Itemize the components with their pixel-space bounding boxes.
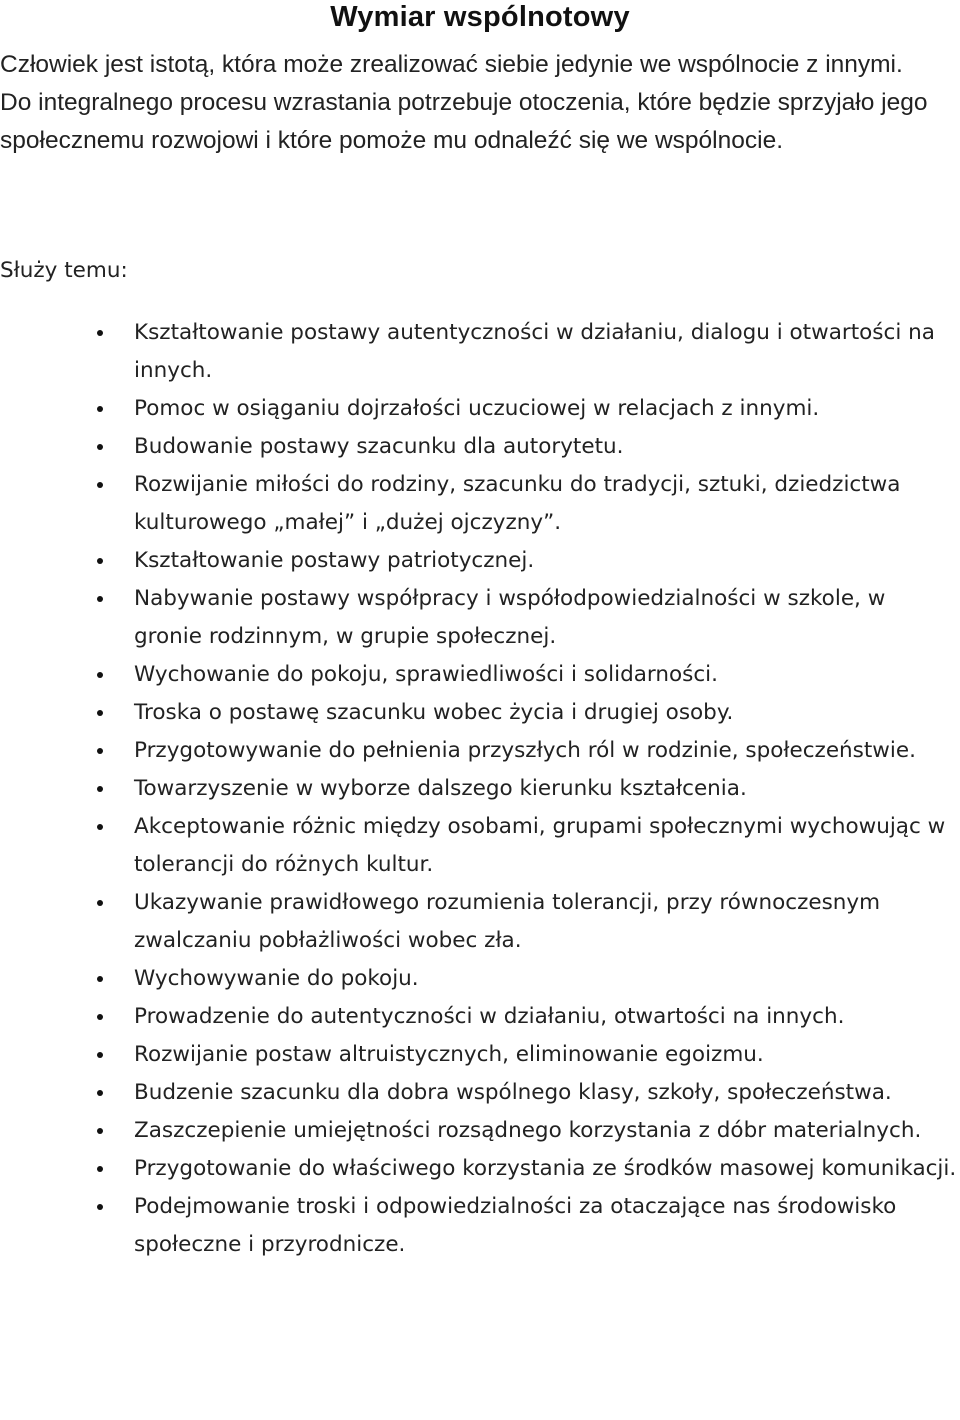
list-item [0,884,960,960]
bullet-icon [97,1014,103,1020]
list-item [0,694,960,732]
list-item [0,542,960,580]
list-item [0,960,960,998]
list-item-text: Wychowanie do pokoju, sprawiedliwości i solidarności. [134,662,718,687]
list-item [0,1188,960,1264]
list-item [0,428,960,466]
list-item-text: Przygotowanie do właściwego korzystania ze środków masowej komunikacji. [134,1156,957,1181]
list-item [0,314,960,390]
list-item [0,656,960,694]
list-item [0,390,960,428]
list-item [0,770,960,808]
list-item-text: Zaszczepienie umiejętności rozsądnego korzystania z dóbr materialnych. [134,1118,922,1143]
list-item-text: Towarzyszenie w wyborze dalszego kierunku kształcenia. [134,776,747,801]
list-lead-text: Służy temu: [0,258,128,283]
list-item-text: Wychowywanie do pokoju. [134,966,419,991]
list-item-text: Ukazywanie prawidłowego rozumienia tolerancji, przy równoczesnym zwalczaniu pobłażliwości wobec zła. [134,890,881,953]
list-item-text: Pomoc w osiąganiu dojrzałości uczuciowej w relacjach z innymi. [134,396,820,421]
intro-paragraph: Człowiek jest istotą, która może zrealizować siebie jedynie we wspólnocie z innymi. Do integralnego procesu wzrastania potrzebuje otoczenia, które będzie sprzyjało jego społecznemu rozwojowi i które pomoże mu odnaleźć się we wspólnocie. [0,51,928,154]
bullet-icon [97,330,103,336]
goals-list [0,314,960,1264]
bullet-icon [97,444,103,450]
list-item [0,1074,960,1112]
bullet-icon [97,1090,103,1096]
bullet-icon [97,596,103,602]
bullet-icon [97,748,103,754]
bullet-icon [97,1052,103,1058]
list-item-text: Przygotowywanie do pełnienia przyszłych ról w rodzinie, społeczeństwie. [134,738,916,763]
list-item-text: Kształtowanie postawy patriotycznej. [134,548,535,573]
list-item [0,580,960,656]
list-item [0,1112,960,1150]
list-item-text: Akceptowanie różnic między osobami, grupami społecznymi wychowując w tolerancji do różnych kultur. [134,814,946,877]
bullet-icon [97,1166,103,1172]
list-item-text: Podejmowanie troski i odpowiedzialności za otaczające nas środowisko społeczne i przyrodnicze. [134,1194,897,1257]
bullet-icon [97,672,103,678]
list-item [0,466,960,542]
list-item [0,1150,960,1188]
bullet-icon [97,1128,103,1134]
bullet-icon [97,786,103,792]
bullet-icon [97,1204,103,1210]
list-item-text: Rozwijanie miłości do rodziny, szacunku do tradycji, sztuki, dziedzictwa kulturowego „małej” i „dużej ojczyzny”. [134,472,901,535]
list-item-text: Prowadzenie do autentyczności w działaniu, otwartości na innych. [134,1004,845,1029]
bullet-icon [97,558,103,564]
list-item-text: Rozwijanie postaw altruistycznych, eliminowanie egoizmu. [134,1042,764,1067]
list-item [0,732,960,770]
bullet-icon [97,710,103,716]
list-item [0,1036,960,1074]
bullet-icon [97,824,103,830]
list-item-text: Troska o postawę szacunku wobec życia i drugiej osoby. [134,700,734,725]
list-item-text: Nabywanie postawy współpracy i współodpowiedzialności w szkole, w gronie rodzinnym, w grupie społecznej. [134,586,886,649]
list-item [0,808,960,884]
bullet-icon [97,976,103,982]
list-item-text: Kształtowanie postawy autentyczności w działaniu, dialogu i otwartości na innych. [134,320,935,383]
bullet-icon [97,482,103,488]
list-item-text: Budzenie szacunku dla dobra wspólnego klasy, szkoły, społeczeństwa. [134,1080,892,1105]
list-item-text: Budowanie postawy szacunku dla autorytetu. [134,434,624,459]
list-item [0,998,960,1036]
page-title: Wymiar wspólnotowy [330,1,630,33]
bullet-icon [97,406,103,412]
bullet-icon [97,900,103,906]
